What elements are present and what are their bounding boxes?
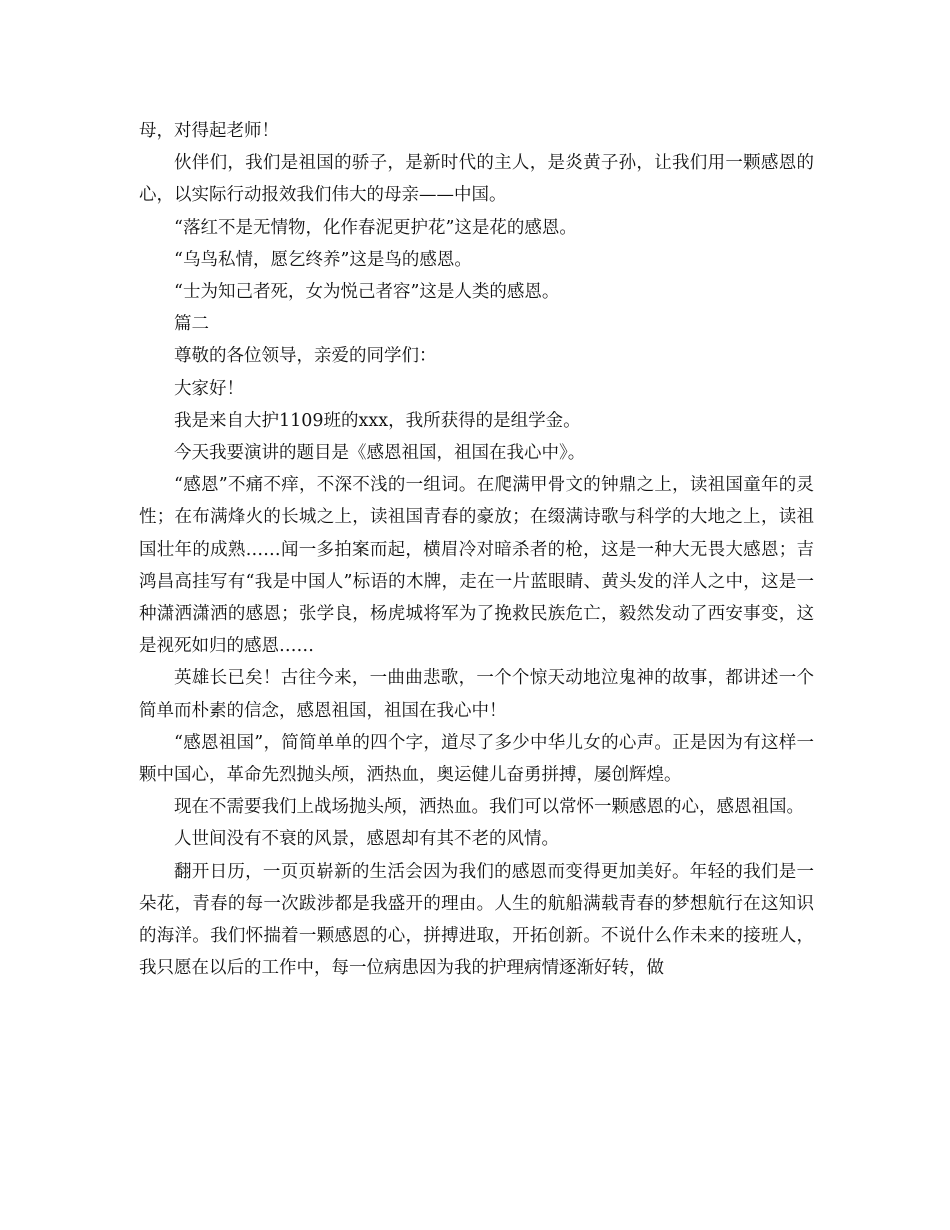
paragraph: “落红不是无情物，化作春泥更护花”这是花的感恩。 xyxy=(174,217,577,238)
section-heading: 篇二 xyxy=(174,314,209,335)
paragraph: 今天我要演讲的题目是《感恩祖国，祖国在我心中》。 xyxy=(174,443,586,464)
paragraph: 人世间没有不衰的风景，感恩却有其不老的风情。 xyxy=(174,829,559,850)
paragraph: 母，对得起老师！ xyxy=(139,121,279,141)
paragraph: “士为知己者死，女为悦己者容”这是人类的感恩。 xyxy=(174,282,560,303)
document-body xyxy=(139,115,814,984)
paragraph: 我是来自大护1109班的xxx，我所获得的是组学金。 xyxy=(174,410,581,431)
paragraph: 英雄长已矣！古往今来，一曲曲悲歌，一个个惊天动地泣鬼神的故事，都讲述一个简单而朴素的信念，感恩祖国，祖国在我心中！ xyxy=(139,668,814,721)
paragraph: 现在不需要我们上战场抛头颅，洒热血。我们可以常怀一颗感恩的心，感恩祖国。 xyxy=(174,797,804,818)
salutation: 尊敬的各位领导，亲爱的同学们： xyxy=(174,346,437,367)
greeting: 大家好！ xyxy=(174,378,244,399)
paragraph: 翻开日历，一页页崭新的生活会因为我们的感恩而变得更加美好。年轻的我们是一朵花，青春的每一次跋涉都是我盛开的理由。人生的航船满载青春的梦想航行在这知识的海洋。我们怀揣着一颗感恩的心，拼搏进取，开拓创新。不说什么作未来的接班人，我只愿在以后的工作中，每一位病患因为我的护理病情逐渐好转，做 xyxy=(139,861,814,979)
paragraph: “乌鸟私情，愿乞终养”这是鸟的感恩。 xyxy=(174,249,472,270)
paragraph: 伙伴们，我们是祖国的骄子，是新时代的主人，是炎黄子孙，让我们用一颗感恩的心，以实际行动报效我们伟大的母亲——中国。 xyxy=(139,153,814,206)
paragraph: “感恩祖国”，简简单单的四个字，道尽了多少中华儿女的心声。正是因为有这样一颗中国心，革命先烈抛头颅，洒热血，奥运健儿奋勇拼搏，屡创辉煌。 xyxy=(139,732,814,786)
paragraph: “感恩”不痛不痒，不深不浅的一组词。在爬满甲骨文的钟鼎之上，读祖国童年的灵性；在布满烽火的长城之上，读祖国青春的豪放；在缀满诗歌与科学的大地之上，读祖国壮年的成熟……闻一多拍案而起，横眉冷对暗杀者的枪，这是一种大无畏大感恩；吉鸿昌高挂写有“我是中国人”标语的木牌，走在一片蓝眼睛、黄头发的洋人之中，这是一种潇洒潇洒的感恩；张学良，杨虎城将军为了挽救民族危亡，毅然发动了西安事变，这是视死如归的感恩…… xyxy=(139,475,814,657)
